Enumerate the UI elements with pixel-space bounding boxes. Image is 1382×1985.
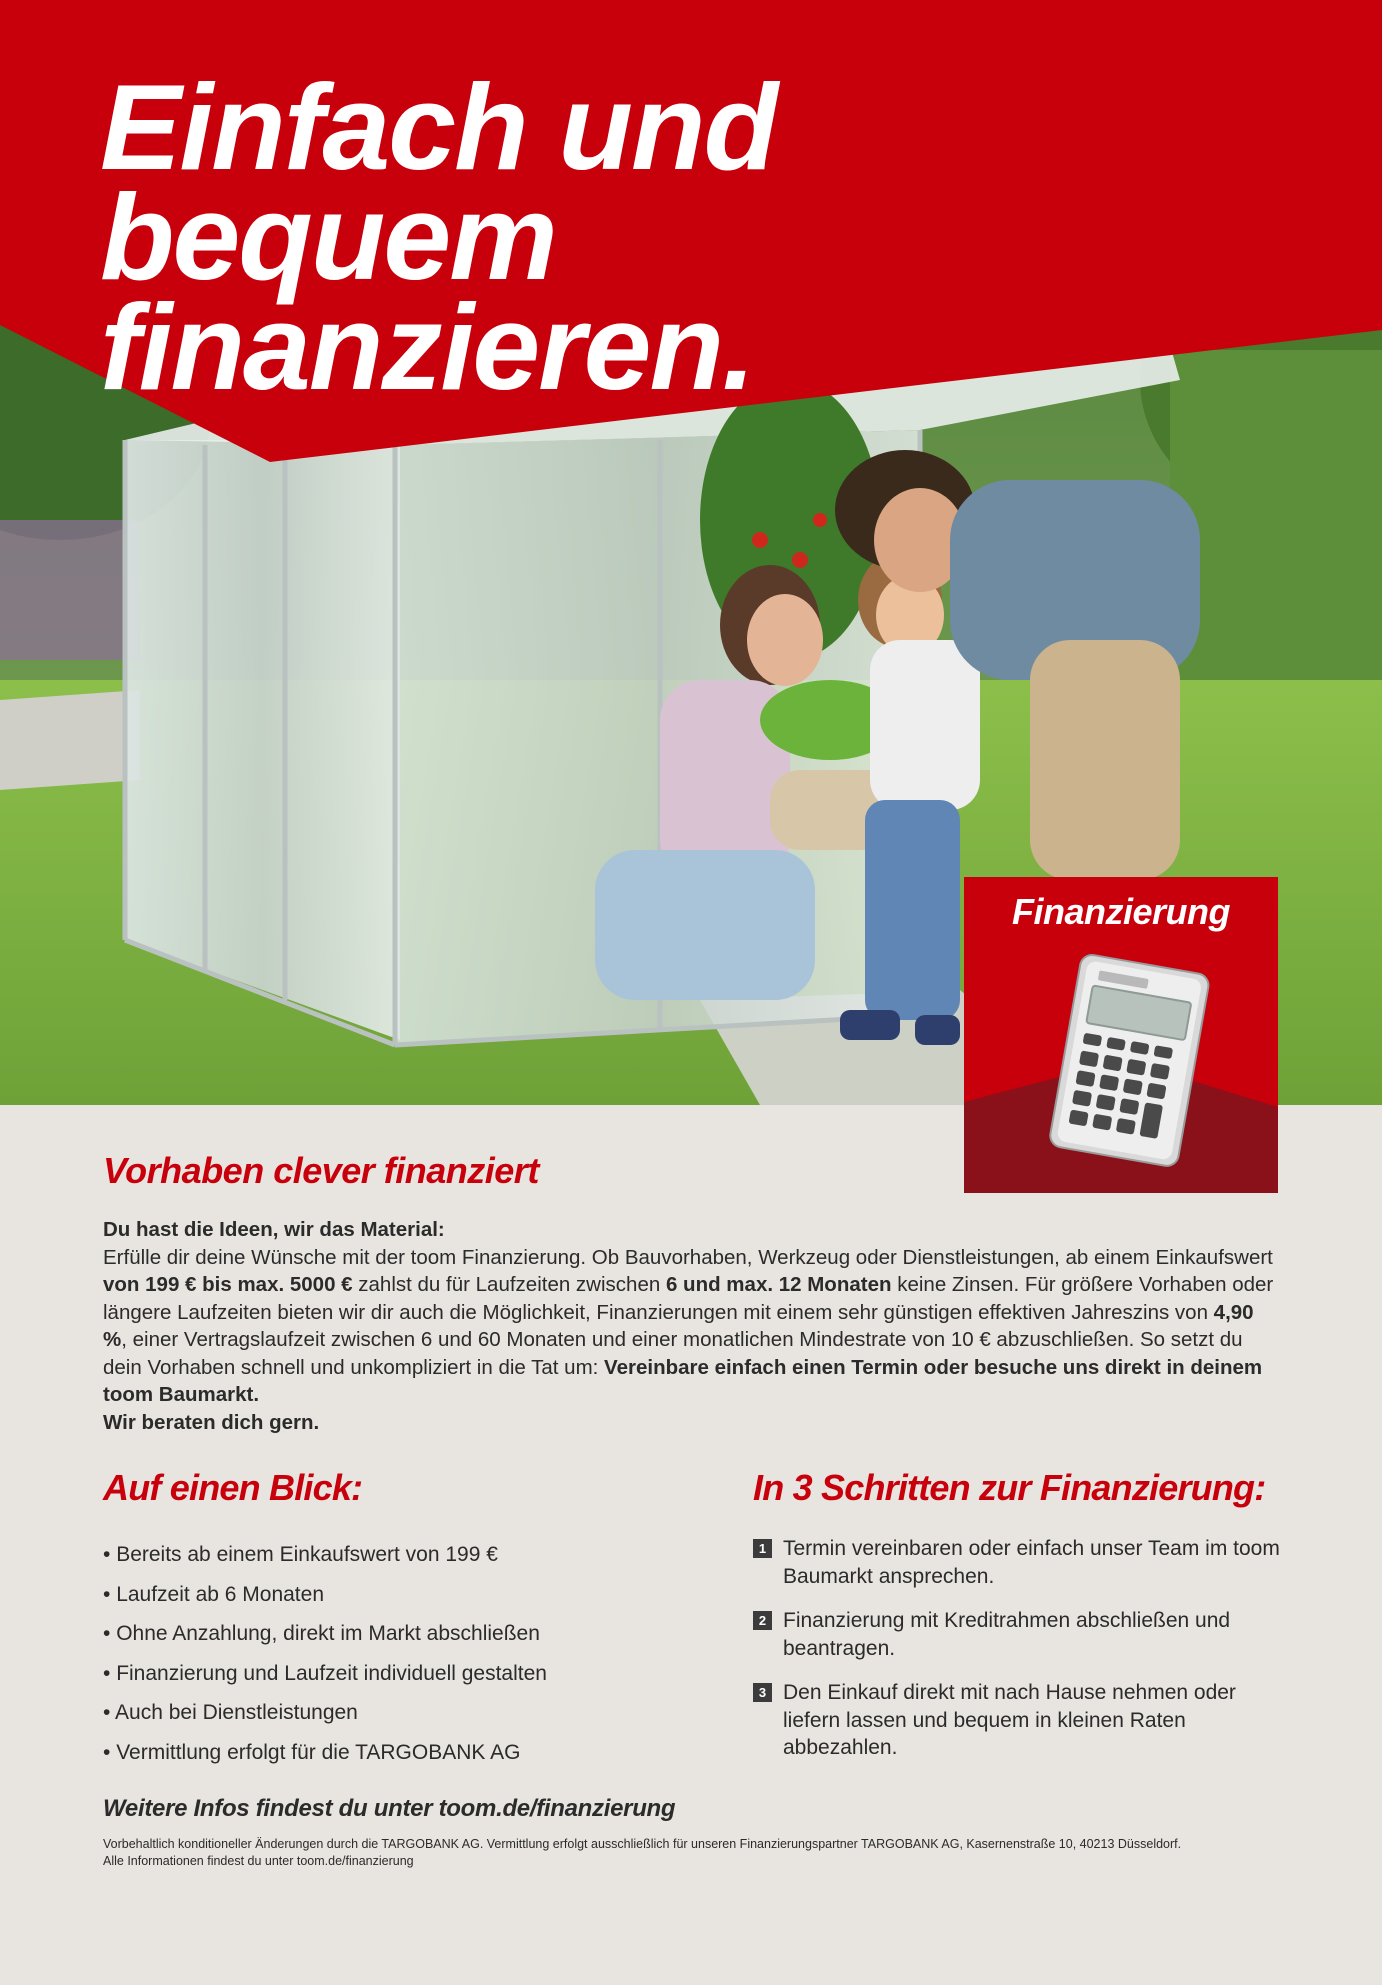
glance-column (103, 1467, 723, 1772)
intro-body (103, 1244, 1283, 1437)
financing-badge (964, 877, 1278, 1193)
badge-title: Finanzierung (1012, 891, 1230, 932)
glance-item: • Bereits ab einem Einkaufswert von 199 € (103, 1535, 723, 1575)
intro-bold-3: 4,90 % (103, 1300, 1254, 1351)
info-columns (103, 1467, 1283, 1767)
more-info-link[interactable]: Weitere Infos findest du unter toom.de/finanzierung (103, 1795, 676, 1822)
fineprint-line-2: Alle Informationen findest du unter toom.de/finanzierung (103, 1854, 414, 1868)
intro-text-4: , einer Vertragslaufzeit zwischen 6 und 60 Monaten und einer monatlichen Mindestrate von 10 € abzuschließen. So setzt du dein Vorhaben schnell und unkompliziert in die Tat um: (103, 1328, 1243, 1379)
headline-line-1: Einfach und bequem (100, 59, 777, 305)
calculator-icon (1024, 952, 1224, 1172)
steps-list (753, 1535, 1293, 1762)
intro-text-2: zahlst du für Laufzeiten zwischen (352, 1273, 666, 1296)
step-item (753, 1607, 1293, 1662)
intro-lead: Du hast die Ideen, wir das Material: (103, 1218, 445, 1241)
glance-item: • Ohne Anzahlung, direkt im Markt abschließen (103, 1614, 723, 1654)
glance-item: • Finanzierung und Laufzeit individuell gestalten (103, 1654, 723, 1694)
step-item (753, 1679, 1293, 1762)
step-text: Den Einkauf direkt mit nach Hause nehmen oder liefern lassen und bequem in kleinen Raten abbezahlen. (783, 1681, 1236, 1759)
glance-item: • Vermittlung erfolgt für die TARGOBANK AG (103, 1733, 723, 1773)
headline-line-2: finanzieren. (100, 279, 754, 415)
step-text: Termin vereinbaren oder einfach unser Team im toom Baumarkt ansprechen. (783, 1537, 1280, 1588)
glance-item: • Laufzeit ab 6 Monaten (103, 1575, 723, 1615)
intro-bold-5: Wir beraten dich gern. (103, 1410, 320, 1434)
glance-title: Auf einen Blick: (103, 1467, 363, 1508)
intro-bold-4: Vereinbare einfach einen Termin oder besuche uns direkt in deinem toom Baumarkt. (103, 1355, 1263, 1406)
step-text: Finanzierung mit Kreditrahmen abschließen und beantragen. (783, 1609, 1231, 1660)
intro-section (103, 1150, 1283, 1436)
step-number-badge: 1 (753, 1539, 772, 1558)
intro-bold-1: von 199 € bis max. 5000 € (103, 1273, 353, 1296)
intro-text-3: keine Zinsen. Für größere Vorhaben oder längere Laufzeiten bieten wir dir auch die Möglichkeit, Finanzierungen mit einem sehr günstigen effektiven Jahreszins von (103, 1273, 1274, 1324)
steps-title: In 3 Schritten zur Finanzierung: (753, 1467, 1266, 1508)
section-title: Vorhaben clever finanziert (103, 1150, 539, 1191)
fineprint (103, 1836, 1283, 1870)
step-number-badge: 3 (753, 1683, 772, 1702)
glance-list (103, 1535, 723, 1772)
step-item (753, 1535, 1293, 1590)
fineprint-line-1: Vorbehaltlich konditioneller Änderungen durch die TARGOBANK AG. Vermittlung erfolgt ausschließlich für unseren Finanzierungspartner TARGOBANK AG, Kasernenstraße 10, 40213 Düsseldorf. (103, 1837, 1182, 1851)
steps-column (753, 1467, 1293, 1779)
intro-text-1: Erfülle dir deine Wünsche mit der toom Finanzierung. Ob Bauvorhaben, Werkzeug oder Dienstleistungen, ab einem Einkaufswert (103, 1245, 1273, 1269)
glance-item: • Auch bei Dienstleistungen (103, 1693, 723, 1733)
headline (100, 59, 1200, 415)
intro-bold-2: 6 und max. 12 Monaten (665, 1273, 892, 1296)
step-number-badge: 2 (753, 1611, 772, 1630)
